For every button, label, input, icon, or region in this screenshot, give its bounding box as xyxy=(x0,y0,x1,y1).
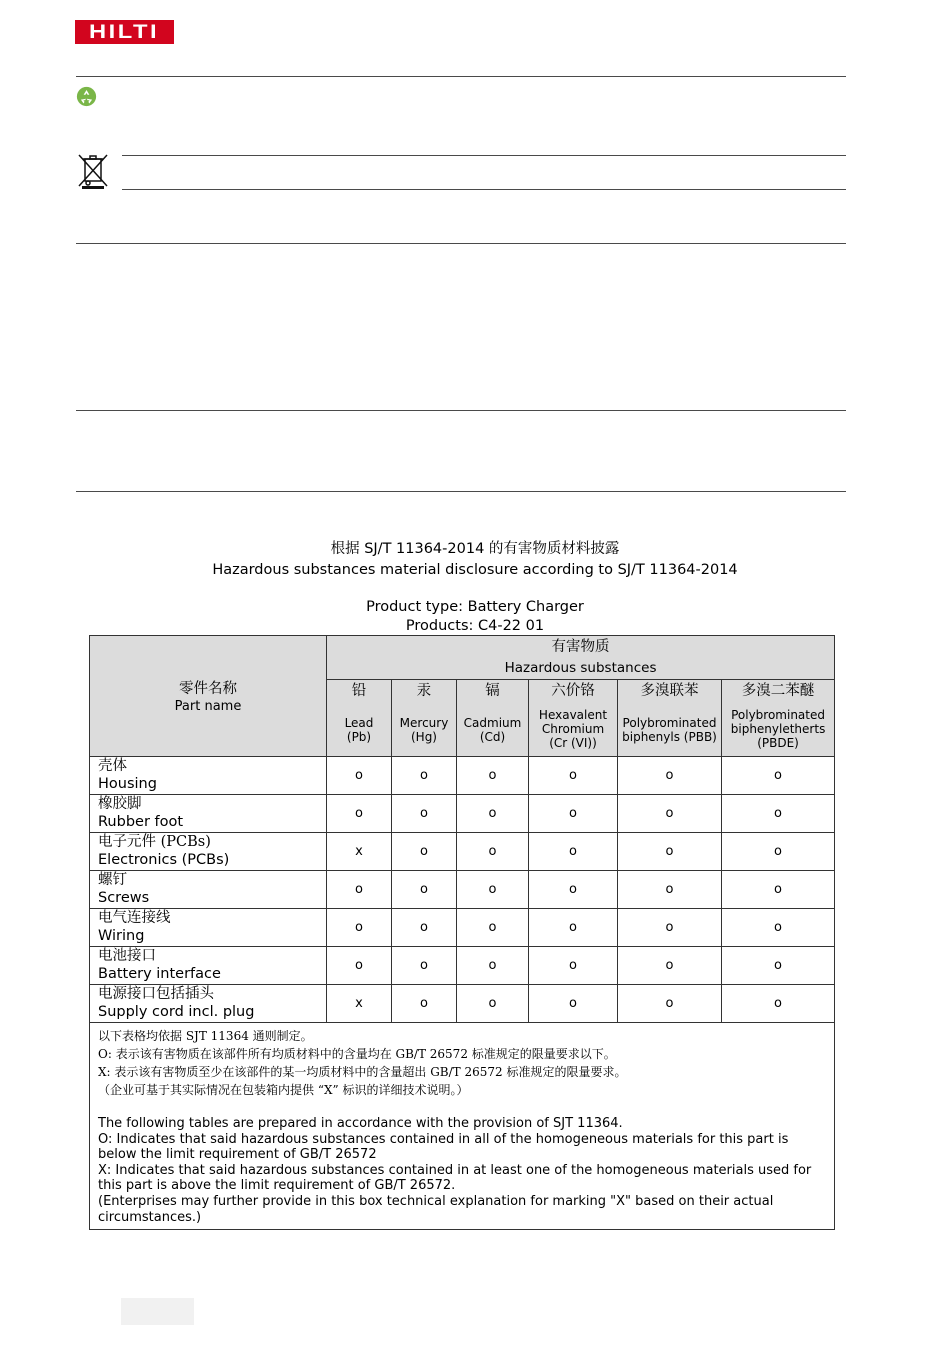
table-row xyxy=(90,909,835,947)
part-name-en: Wiring xyxy=(98,928,145,944)
substance-value-cell: o xyxy=(327,909,392,947)
part-name-zh: 电源接口包括插头 xyxy=(98,986,214,1002)
divider xyxy=(76,243,846,244)
weee-crossed-bin-icon xyxy=(76,153,110,189)
substance-value-cell: o xyxy=(327,795,392,833)
substance-value-cell: o xyxy=(618,985,722,1023)
part-name-zh: 电池接口 xyxy=(98,948,156,964)
substance-value-cell: o xyxy=(457,757,529,795)
substance-value-cell: x xyxy=(327,985,392,1023)
part-name-zh: 橡胶脚 xyxy=(98,796,142,812)
divider xyxy=(76,491,846,492)
hazardous-substances-header-zh: 有害物质 xyxy=(551,638,610,655)
hazardous-substances-header xyxy=(327,636,835,680)
substance-value-cell: o xyxy=(392,871,457,909)
part-rows xyxy=(90,757,835,1023)
substance-value-cell: o xyxy=(457,909,529,947)
substance-en: Lead xyxy=(344,716,374,730)
substance-zh: 多溴二苯醚 xyxy=(741,683,815,699)
part-name-cell xyxy=(90,795,327,833)
note-zh: X: 表示该有害物质至少在该部件的某一均质材料中的含量超出 GB/T 26572 标准规定的限量要求。 xyxy=(98,1065,627,1079)
substance-value-cell: o xyxy=(529,833,618,871)
substance-en: (Cd) xyxy=(479,730,506,744)
part-name-cell xyxy=(90,909,327,947)
substance-value-cell: o xyxy=(722,757,835,795)
substance-header xyxy=(529,680,618,757)
substance-value-cell: o xyxy=(529,757,618,795)
substance-value-cell: o xyxy=(457,985,529,1023)
table-row xyxy=(90,795,835,833)
substance-value-cell: o xyxy=(529,795,618,833)
substance-value-cell: o xyxy=(618,909,722,947)
part-name-header-en: Part name xyxy=(174,698,242,714)
divider xyxy=(76,76,846,77)
table-row xyxy=(90,757,835,795)
substance-value-cell: o xyxy=(529,871,618,909)
substance-value-cell: o xyxy=(392,947,457,985)
substance-value-cell: o xyxy=(392,909,457,947)
notes-cell xyxy=(90,1023,835,1230)
notes-row xyxy=(90,1023,835,1230)
substance-en: Polybrominated xyxy=(731,708,825,722)
substance-en: Hexavalent xyxy=(538,708,608,722)
note-en: O: Indicates that said hazardous substances contained in all of the homogeneous materials for this part is below the limit requirement of GB/T 26572 xyxy=(98,1131,789,1163)
substance-value-cell: o xyxy=(618,757,722,795)
part-name-en: Battery interface xyxy=(98,966,221,982)
hazardous-substances-table xyxy=(89,635,835,1230)
substance-en: Cadmium xyxy=(463,716,522,730)
substance-value-cell: o xyxy=(327,947,392,985)
note-zh: （企业可基于其实际情况在包装箱内提供 “X” 标识的详细技术说明。） xyxy=(98,1083,469,1097)
substance-zh: 多溴联苯 xyxy=(640,683,699,699)
note-zh: O: 表示该有害物质在该部件所有均质材料中的含量均在 GB/T 26572 标准规定的限量要求以下。 xyxy=(98,1047,616,1061)
recycle-icon xyxy=(76,86,97,107)
part-name-cell xyxy=(90,985,327,1023)
part-name-zh: 电气连接线 xyxy=(98,910,171,926)
divider xyxy=(122,189,846,190)
table-row xyxy=(90,985,835,1023)
substance-en: biphenyletherts xyxy=(730,722,826,736)
substance-zh: 六价铬 xyxy=(551,683,595,699)
part-name-header-zh: 零件名称 xyxy=(179,680,237,697)
hazardous-substances-header-en: Hazardous substances xyxy=(504,659,657,676)
part-name-en: Housing xyxy=(98,776,157,792)
substance-value-cell: o xyxy=(327,871,392,909)
part-name-cell xyxy=(90,947,327,985)
products: Products: C4-22 01 xyxy=(405,618,545,634)
part-name-zh: 螺钉 xyxy=(98,872,127,888)
substance-value-cell: o xyxy=(722,795,835,833)
substance-value-cell: o xyxy=(392,757,457,795)
substance-value-cell: o xyxy=(722,871,835,909)
substance-value-cell: o xyxy=(457,947,529,985)
substance-en: Chromium xyxy=(541,722,605,736)
substance-en: (Pb) xyxy=(346,730,372,744)
note-en: The following tables are prepared in accordance with the provision of SJT 11364. xyxy=(98,1116,623,1131)
note-en: (Enterprises may further provide in this box technical explanation for marking "X" based on their actual circumstances.) xyxy=(98,1193,774,1225)
table-row xyxy=(90,947,835,985)
substance-header xyxy=(457,680,529,757)
substance-value-cell: o xyxy=(392,985,457,1023)
substance-header xyxy=(618,680,722,757)
substance-header xyxy=(392,680,457,757)
substance-zh: 汞 xyxy=(416,683,432,699)
part-name-cell xyxy=(90,757,327,795)
substance-zh: 铅 xyxy=(351,683,367,699)
substance-en: Polybrominated xyxy=(622,716,717,730)
substance-en: (Cr (VI)) xyxy=(549,736,597,750)
title-en: Hazardous substances material disclosure according to SJ/T 11364-2014 xyxy=(212,562,738,578)
substance-value-cell: o xyxy=(327,757,392,795)
substance-value-cell: o xyxy=(618,871,722,909)
part-name-en: Screws xyxy=(98,890,150,906)
substance-en: (PBDE) xyxy=(757,736,799,750)
table-row xyxy=(90,871,835,909)
substance-en: (Hg) xyxy=(410,730,437,744)
substance-value-cell: o xyxy=(722,985,835,1023)
substance-value-cell: o xyxy=(457,871,529,909)
substance-value-cell: o xyxy=(618,795,722,833)
product-type: Product type: Battery Charger xyxy=(366,599,584,615)
hilti-logo xyxy=(75,20,174,44)
substance-en: Mercury xyxy=(399,716,449,730)
substance-value-cell: o xyxy=(618,947,722,985)
divider xyxy=(76,410,846,411)
logo-text: HILTI xyxy=(89,21,160,43)
divider xyxy=(122,155,846,156)
part-name-cell xyxy=(90,833,327,871)
substance-zh: 镉 xyxy=(485,683,500,699)
part-name-zh: 壳体 xyxy=(98,758,127,774)
substance-value-cell: o xyxy=(457,795,529,833)
substance-value-cell: o xyxy=(457,833,529,871)
title-zh: 根据 SJ/T 11364-2014 的有害物质材料披露 xyxy=(330,541,620,557)
substance-value-cell: o xyxy=(529,909,618,947)
substance-value-cell: o xyxy=(722,947,835,985)
substance-value-cell: o xyxy=(722,833,835,871)
table-row xyxy=(90,833,835,871)
substance-value-cell: o xyxy=(392,833,457,871)
substance-value-cell: o xyxy=(392,795,457,833)
page-number-box xyxy=(121,1298,194,1325)
part-name-header xyxy=(90,636,327,757)
substance-value-cell: o xyxy=(529,985,618,1023)
substance-value-cell: o xyxy=(722,909,835,947)
note-en: X: Indicates that said hazardous substances contained in at least one of the homogeneous materials used for this part is above the limit requirement of GB/T 26572. xyxy=(98,1162,812,1194)
substance-value-cell: x xyxy=(327,833,392,871)
note-zh: 以下表格均依据 SJT 11364 通则制定。 xyxy=(98,1029,313,1043)
part-name-en: Rubber foot xyxy=(98,814,184,830)
substance-header xyxy=(327,680,392,757)
part-name-zh: 电子元件 (PCBs) xyxy=(98,834,211,850)
substance-header xyxy=(722,680,835,757)
part-name-cell xyxy=(90,871,327,909)
substance-value-cell: o xyxy=(529,947,618,985)
part-name-en: Supply cord incl. plug xyxy=(98,1004,255,1020)
substance-en: biphenyls (PBB) xyxy=(622,730,717,744)
substance-value-cell: o xyxy=(618,833,722,871)
part-name-en: Electronics (PCBs) xyxy=(98,852,230,868)
